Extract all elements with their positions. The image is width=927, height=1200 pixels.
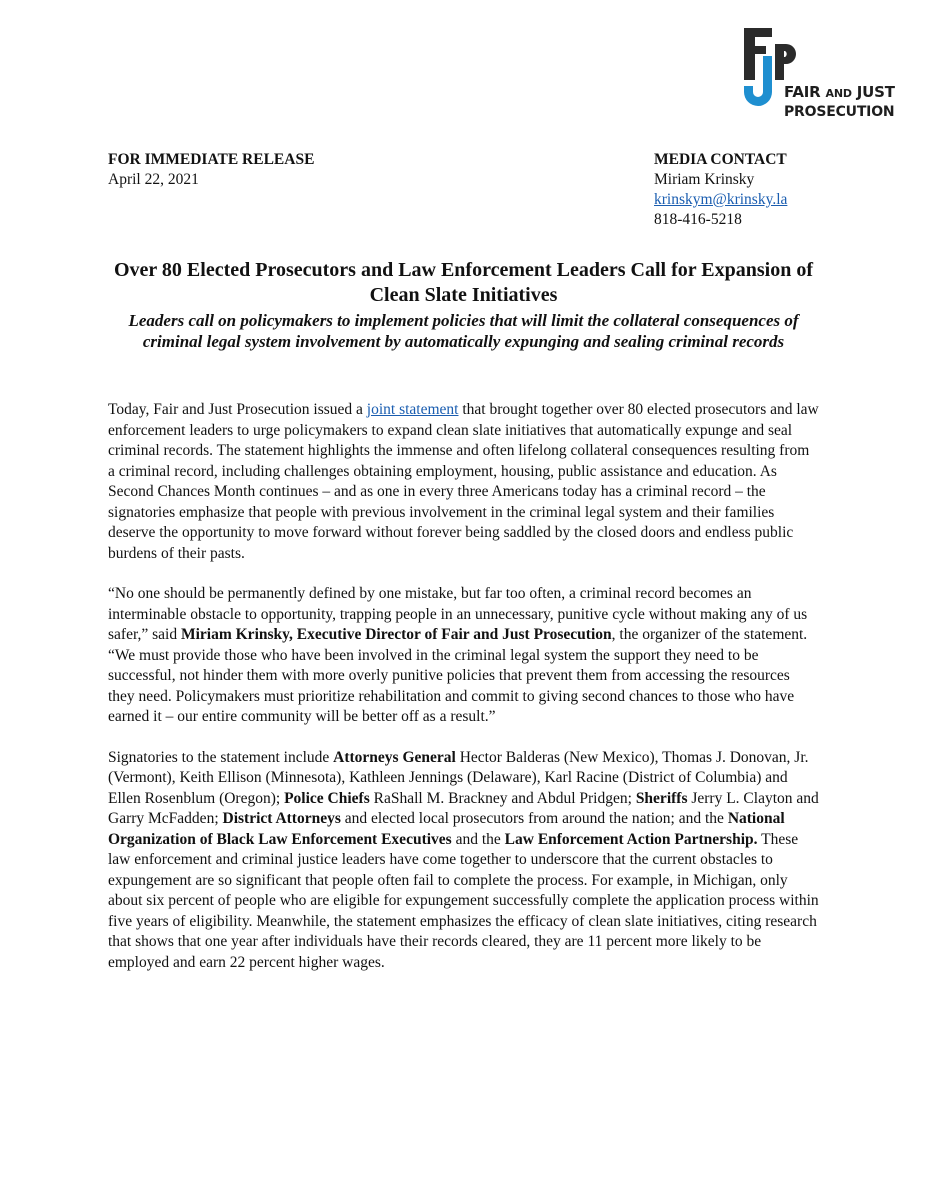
paragraph-2: “No one should be permanently defined by one mistake, but far too often, a criminal record becomes an interminable obstacle to opportunity, trapping people in an unnecessary, punitive cycle without making any of us safer,” said Miriam Krinsky, Executive Director of Fair and Just Prosecution, the organizer of the statement. “We must provide those who have been involved in the criminal legal system the support they need to be successful, not hinder them with more overly punitive policies that prevent them from accessing the resources they need. Policymakers must prioritize rehabilitation and commit to giving second chances to those who have earned it – our entire community will be better off as a result.”: [108, 585, 808, 725]
release-block: [108, 150, 314, 190]
fjp-logo: [742, 26, 912, 126]
release-label: FOR IMMEDIATE RELEASE: [108, 151, 315, 168]
paragraph-1: Today, Fair and Just Prosecution issued a joint statement that brought together over 80 elected prosecutors and law enforcement leaders to urge policymakers to expand clean slate initiatives that automatically expunge and seal criminal records. The statement highlights the immense and often lifelong collateral consequences resulting from a criminal record, including challenges obtaining employment, housing, public assistance and education. As Second Chances Month continues – and as one in every three Americans today has a criminal record – the signatories emphasize that people with previous involvement in the criminal legal system and their families deserve the opportunity to move forward without forever being saddled by the closed doors and endless public burdens of their pasts.: [108, 401, 819, 562]
contact-email-link[interactable]: krinskym@krinsky.la: [654, 191, 788, 208]
krinsky-attribution: Miriam Krinsky, Executive Director of Fair and Just Prosecution: [180, 626, 612, 643]
body-text: [108, 400, 820, 993]
joint-statement-link[interactable]: joint statement: [366, 401, 459, 418]
media-contact-block: [654, 150, 787, 230]
contact-name: Miriam Krinsky: [654, 171, 755, 188]
logo-text-line1: FAIR AND JUST: [784, 83, 895, 101]
release-date: April 22, 2021: [108, 171, 199, 188]
media-contact-label: MEDIA CONTACT: [654, 151, 787, 168]
headline: Over 80 Elected Prosecutors and Law Enforcement Leaders Call for Expansion of Clean Slate Initiatives: [113, 259, 814, 306]
subheadline: Leaders call on policymakers to implement policies that will limit the collateral consequences of criminal legal system involvement by automatically expunging and sealing criminal records: [128, 311, 799, 351]
paragraph-3: Signatories to the statement include Attorneys General Hector Balderas (New Mexico), Thomas J. Donovan, Jr. (Vermont), Keith Ellison (Minnesota), Kathleen Jennings (Delaware), Karl Racine (District of Columbia) and Ellen Rosenblum (Oregon); Police Chiefs RaShall M. Brackney and Abdul Pridgen; Sheriffs Jerry L. Clayton and Garry McFadden; District Attorneys and elected local prosecutors from around the nation; and the National Organization of Black Law Enforcement Executives and the Law Enforcement Action Partnership. These law enforcement and criminal justice leaders have come together to underscore that the current obstacles to expungement are so significant that people often fail to complete the process. For example, in Michigan, only about six percent of people who are eligible for expungement successfully complete the application process within five years of eligibility. Meanwhile, the statement emphasizes the efficacy of clean slate initiatives, citing research that shows that one year after individuals have their records cleared, they are 11 percent more likely to be employed and earn 22 percent higher wages.: [108, 748, 819, 971]
contact-phone: 818-416-5218: [654, 211, 742, 228]
logo-text-line2: PROSECUTION: [784, 104, 895, 120]
